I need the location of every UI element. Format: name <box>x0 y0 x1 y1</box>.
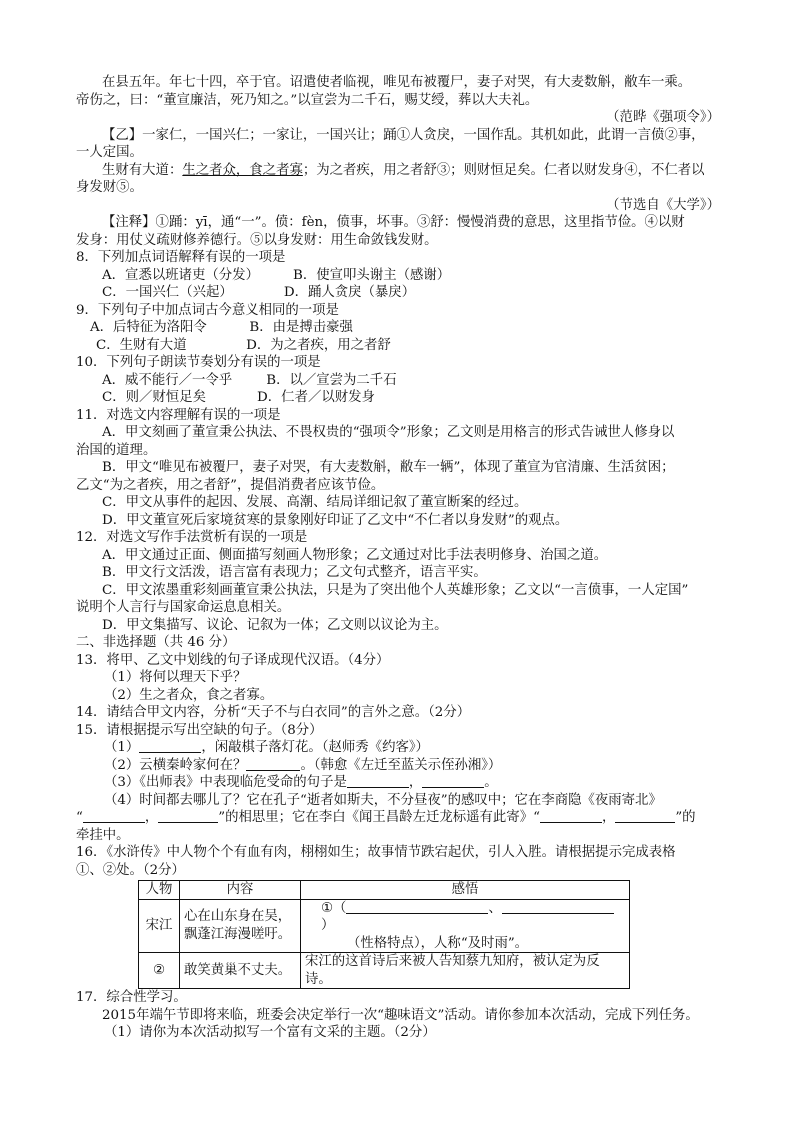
question-stem: 16．《水浒传》中人物个个有血有肉，栩栩如生；故事情节跌宕起伏，引人入胜。请根据提示完成表格 <box>76 845 676 860</box>
question-options: A．宣悉以班诸吏（分发） B．使宣叩头谢主（感谢） <box>102 267 451 283</box>
option-a: A．甲文刻画了董宣秉公执法、不畏权贵的“强项令”形象；乙文则是用格言的形式告诫世人修身以 <box>102 425 675 440</box>
option-c-cont: 说明个人言行与国家命运息息相关。 <box>76 600 291 615</box>
sub-item: （4）时间都去哪儿了？它在孔子“逝者如斯夫，不分昼夜”的感叹中；它在李商隐《夜雨寄北》 <box>104 792 662 808</box>
text: 、 <box>488 900 502 916</box>
question-stem: 9．下列句子中加点词古今意义相同的一项是 <box>76 302 339 318</box>
underlined-sentence: 生之者众，食之者寡 <box>182 162 303 178</box>
question-stem: 13．将甲、乙文中划线的句子译成现代汉语。（4分） <box>76 652 390 668</box>
section-heading: 二、非选择题（共 46 分） <box>76 635 236 650</box>
text: 生财有大道： <box>102 162 183 178</box>
notes-line: 【注释】①踊：yī，通“一”。偾：fèn，偾事，坏事。③舒：慢慢消费的意思，这里指节俭。④以财 <box>102 215 685 230</box>
sub-item: （1）请你为本次活动拟写一个富有文采的主题。（2分） <box>104 1025 436 1040</box>
text: 。（韩愈《左迁至蓝关示侄孙湘》） <box>300 757 502 773</box>
poem-line: 飘蓬江海漫嗟吁。 <box>184 926 292 942</box>
answer-blank[interactable] <box>502 901 614 914</box>
answer-blank[interactable] <box>615 810 675 823</box>
col-header: 人物 <box>139 881 180 900</box>
exam-page <box>76 74 724 1042</box>
text: ，闲敲棋子落灯花。（赵师秀《约客》） <box>201 740 429 755</box>
text: （3）《出师表》中表现临危受命的句子是 <box>104 775 347 790</box>
question-options: C．生财有大道 D．为之者疾，用之者舒 <box>96 337 391 353</box>
table-row <box>139 953 630 989</box>
sub-item: （1）将何以理天下乎？ <box>104 670 247 685</box>
notes-line: 发身：用仗义疏财修养德行。⑤以身发财：用生命敛钱发财。 <box>76 232 438 248</box>
option-d: D．甲文集描写、议论、记叙为一体；乙文则以议论为主。 <box>102 617 448 633</box>
text: “ <box>76 810 83 825</box>
passage-yi-line: 身发财⑤。 <box>76 180 143 195</box>
question-stem-cont: ①、②处。（2分） <box>76 862 185 878</box>
answer-blank[interactable] <box>346 901 488 914</box>
answer-blank[interactable] <box>158 810 218 823</box>
text: ；为之者疾，用之者舒③；则财恒足矣。仁者以财发身④，不仁者以 <box>302 162 705 178</box>
option-b-cont: 乙文“为之者疾，用之者舒”，提倡消费者应该节俭。 <box>76 477 385 493</box>
passage-jia-line: 帝伤之，曰：“董宣廉洁，死乃知之。”以宣尝为二千石，赐艾绶，葬以大夫礼。 <box>76 92 539 108</box>
poem-line: 心在山东身在吴， <box>184 909 292 925</box>
question-stem: 12．对选文写作手法赏析有误的一项是 <box>76 530 308 545</box>
question-stem: 14．请结合甲文内容，分析“天子不与白衣同”的言外之意。（2分） <box>76 705 471 720</box>
question-stem: 11．对选文内容理解有误的一项是 <box>76 407 281 423</box>
option-a-cont: 治国的道理。 <box>76 442 157 458</box>
passage-yi-line: 【乙】一家仁，一国兴仁；一家让，一国兴让；踊①人贪戾，一国作乱。其机如此，此谓一言偾②事， <box>102 127 705 143</box>
question-options: C．则／财恒足矣 D．仁者／以财发身 <box>102 390 375 405</box>
passage-source: （节选自《大学》） <box>606 197 720 213</box>
cell-name: ② <box>139 953 180 989</box>
passage-yi-line: 一人定国。 <box>76 145 143 160</box>
cell-content: 敢笑黄巢不丈夫。 <box>180 953 301 989</box>
text: ） <box>321 918 335 933</box>
text: （1） <box>104 740 140 755</box>
option-c: C．甲文浓墨重彩刻画董宣秉公执法，只是为了突出他个人英雄形象；乙文以“一言偾事，一人定国” <box>102 582 689 598</box>
text: ， <box>601 810 616 825</box>
sub-item: （2）生之者众，食之者寡。 <box>104 687 274 703</box>
text: ， <box>144 810 159 825</box>
option-a: A．甲文通过正面、侧面描写刻画人物形象；乙文通过对比手法表明修身、治国之道。 <box>102 547 608 563</box>
sub-item <box>76 739 724 757</box>
sub-item <box>76 774 724 792</box>
character-table <box>138 880 630 989</box>
question-stem: 8．下列加点词语解释有误的一项是 <box>76 250 286 265</box>
question-options: A．威不能行／一令乎 B．以／宣尝为二千石 <box>102 372 397 388</box>
answer-blank[interactable] <box>246 758 300 771</box>
question-stem: 10．下列句子朗读节奏划分有误的一项是 <box>76 355 321 370</box>
question-stem: 17．综合性学习。 <box>76 990 187 1005</box>
cell-insight <box>301 899 630 953</box>
table-header-row <box>139 881 630 900</box>
answer-blank[interactable] <box>422 775 484 788</box>
option-d: D．甲文董宣死后家境贫寒的景象刚好印证了乙文中“不仁者以身发财”的观点。 <box>102 512 569 528</box>
answer-blank[interactable] <box>83 810 145 823</box>
question-options: A．后特征为洛阳令 B．由是搏击豪强 <box>90 320 353 335</box>
answer-blank[interactable] <box>347 775 409 788</box>
answer-blank[interactable] <box>540 810 602 823</box>
option-c: C．甲文从事件的起因、发展、高潮、结局详细记叙了董宣断案的经过。 <box>102 495 528 510</box>
sub-item-cont <box>76 809 724 827</box>
option-b: B．甲文“唯见布被覆尸，妻子对哭，有大麦数斛，敝车一辆”，体现了董宣为官清廉、生活贫困； <box>102 460 675 475</box>
insight-line: （性格特点），人称“及时雨”。 <box>347 935 529 951</box>
text: ”的 <box>675 810 696 825</box>
question-options: C．一国兴仁（兴起） D．踊人贪戾（暴戾） <box>102 285 416 300</box>
table-row <box>139 899 630 953</box>
sub-item-cont: 牵挂中。 <box>76 827 130 843</box>
sub-item <box>76 757 724 775</box>
passage-source: （范晔《强项令》） <box>606 110 720 125</box>
text: 。 <box>484 775 498 790</box>
col-header: 内容 <box>180 881 301 900</box>
question-stem: 15．请根据提示写出空缺的句子。（8分） <box>76 722 323 738</box>
answer-blank[interactable] <box>139 740 201 753</box>
text: ①（ <box>321 900 347 916</box>
passage-jia-line: 在县五年。年七十四，卒于官。诏遣使者临视，唯见布被覆尸，妻子对哭，有大麦数斛，敝车一乘。 <box>102 75 692 90</box>
option-b: B．甲文行文活泼，语言富有表现力；乙文句式整齐，语言平实。 <box>102 565 487 580</box>
question-intro: 2015年端午节即将来临，班委会决定举行一次“趣味语文”活动。请你参加本次活动，完成下列任务。 <box>102 1007 699 1023</box>
insight-line <box>305 900 625 935</box>
cell-name: 宋江 <box>139 899 180 953</box>
col-header: 感悟 <box>301 881 630 900</box>
text: ， <box>408 775 423 790</box>
passage-yi-line <box>76 162 724 180</box>
text: （2）云横秦岭家何在？ <box>104 757 247 773</box>
cell-insight: 宋江的这首诗后来被人告知蔡九知府，被认定为反诗。 <box>301 953 630 989</box>
text: ”的相思里；它在李白《闻王昌龄左迁龙标遥有此寄》“ <box>218 810 540 825</box>
cell-content <box>180 899 301 953</box>
